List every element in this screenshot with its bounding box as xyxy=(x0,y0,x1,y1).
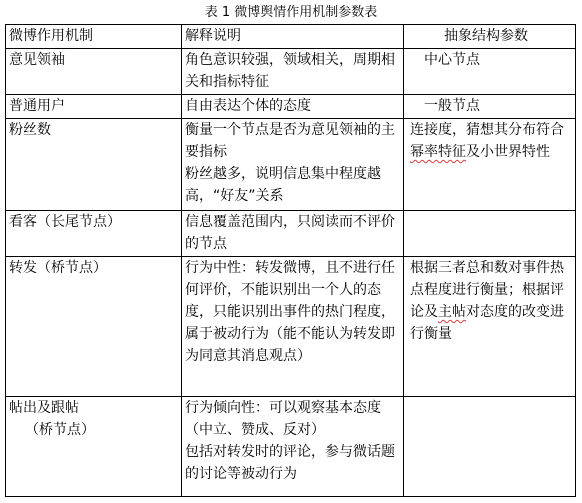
table-row xyxy=(6,49,576,95)
abstract-text-pre: 连接度，猜想其分布符合 xyxy=(410,122,564,138)
table-row xyxy=(6,211,576,257)
cell-explanation: 行为倾向性：可以观察基本态度（中立、赞成、反对） 包括对转发时的评论，参与微话题的讨论等被动行为 xyxy=(182,397,404,497)
cell-mechanism: 看客（长尾节点） xyxy=(6,211,182,257)
cell-mechanism xyxy=(6,397,182,497)
cell-explanation: 衡量一个节点是否为意见领袖的主要指标 粉丝越多，说明信息集中程度越高，“好友”关系 xyxy=(182,119,404,211)
cell-mechanism: 粉丝数 xyxy=(6,119,182,211)
abstract-text-spellcheck: 主帖 xyxy=(438,304,466,320)
cell-explanation: 行为中性：转发微博，且不进行任何评价，不能识别出一个人的态度，只能识别出事件的热门程度，属于被动行为（能不能认为转发即为同意其消息观点） xyxy=(182,257,404,397)
mechanism-parameter-table xyxy=(5,24,576,497)
cell-explanation: 信息覆盖范围内，只阅读而不评价的节点 xyxy=(182,211,404,257)
cell-explanation: 自由表达个体的态度 xyxy=(182,95,404,119)
cell-abstract xyxy=(404,119,576,211)
cell-abstract: 一般节点 xyxy=(404,95,576,119)
header-explanation: 解释说明 xyxy=(182,25,404,49)
table-row xyxy=(6,119,576,211)
header-mechanism: 微博作用机制 xyxy=(6,25,182,49)
cell-abstract xyxy=(404,211,576,257)
header-abstract: 抽象结构参数 xyxy=(404,25,576,49)
abstract-text-spellcheck: 幂率特征 xyxy=(410,144,466,160)
cell-mechanism: 意见领袖 xyxy=(6,49,182,95)
abstract-text-pre: 根据三者总和数对事件热点程度进行衡量；根据评论及 xyxy=(410,260,564,320)
abstract-text-post: 对态度的改变进行衡量 xyxy=(410,304,564,342)
cell-mechanism: 转发（桥节点） xyxy=(6,257,182,397)
cell-explanation: 角色意识较强，领域相关，周期相关和指标特征 xyxy=(182,49,404,95)
table-header-row xyxy=(6,25,576,49)
table-row xyxy=(6,257,576,397)
abstract-text-post: 及小世界特性 xyxy=(466,144,550,160)
table-caption: 表 1 微博舆情作用机制参数表 xyxy=(204,5,378,20)
mechanism-line-1: 帖出及跟帖 xyxy=(9,400,79,416)
cell-abstract xyxy=(404,397,576,497)
table-row xyxy=(6,397,576,497)
cell-abstract xyxy=(404,257,576,397)
cell-mechanism: 普通用户 xyxy=(6,95,182,119)
table-row xyxy=(6,95,576,119)
mechanism-line-2: （桥节点） xyxy=(25,422,95,438)
cell-abstract: 中心节点 xyxy=(404,49,576,95)
